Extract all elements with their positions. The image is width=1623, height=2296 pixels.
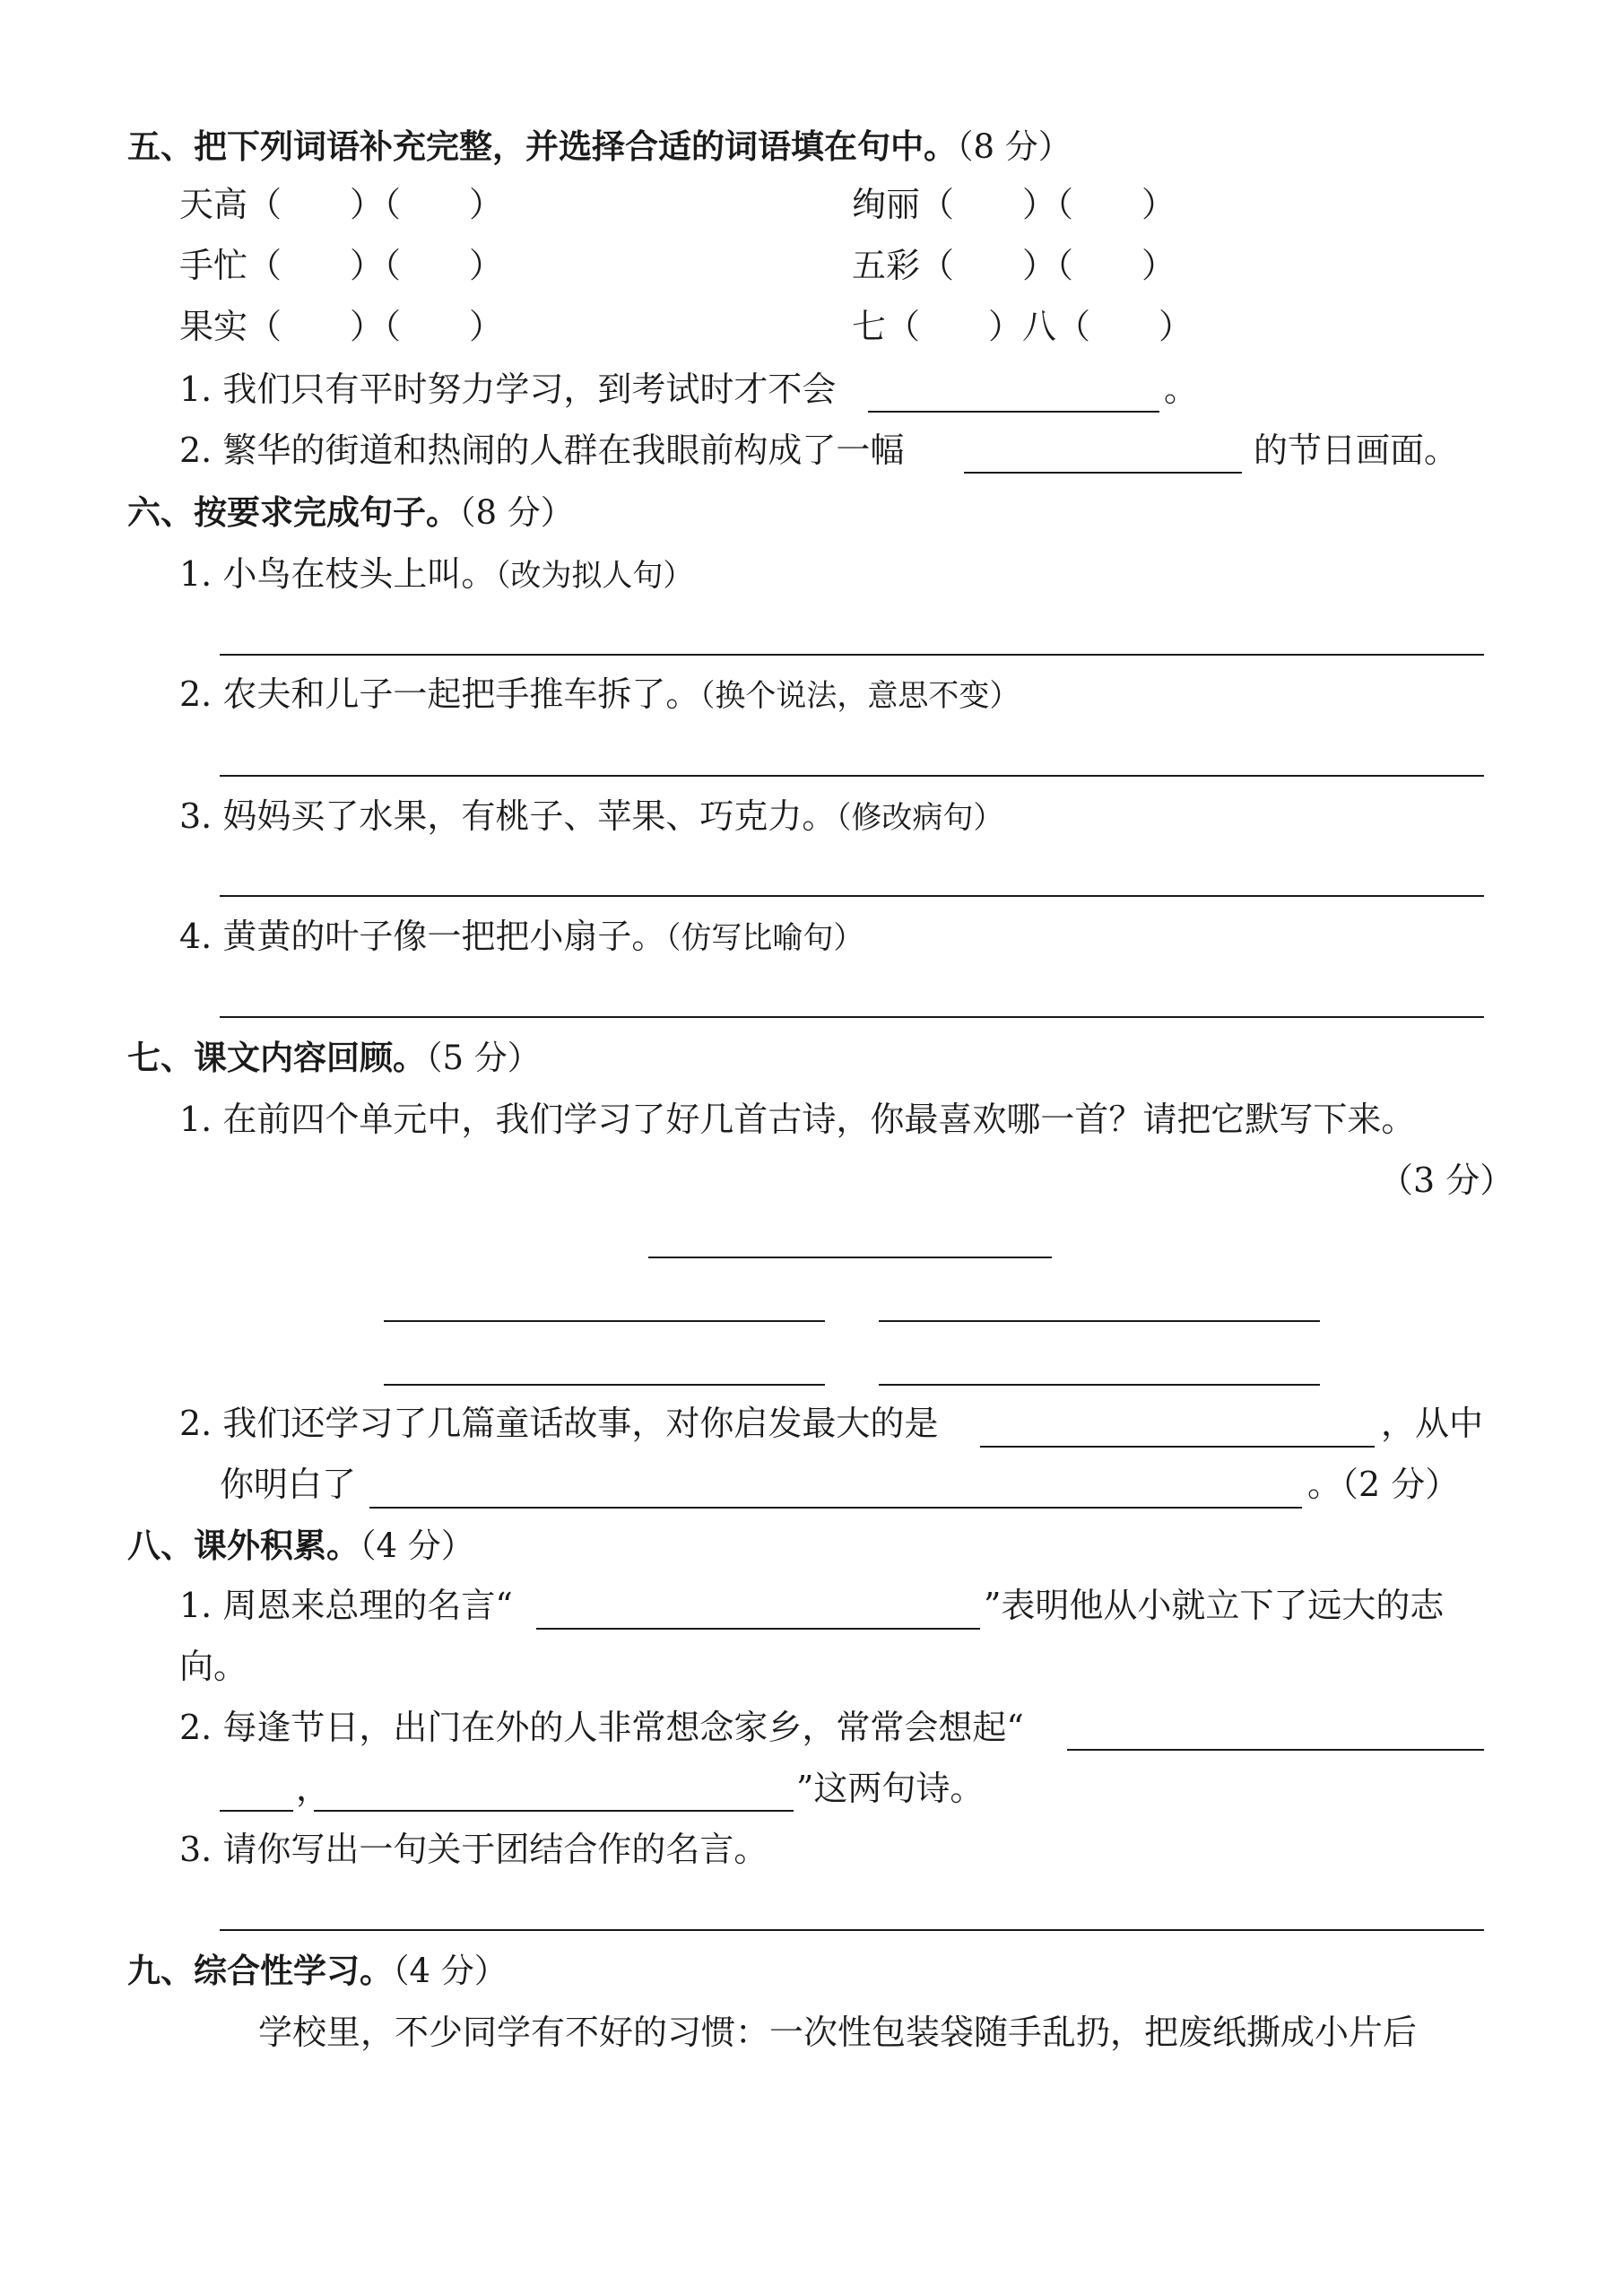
question-punct: 。 [1164,370,1199,409]
word-item: 五彩（ ）（ ） [852,246,1176,285]
poem-line[interactable] [879,1320,1320,1322]
question-text: 2. 我们还学习了几篇童话故事，对你启发最大的是 [179,1404,939,1443]
section-8-heading: 八、课外积累。（4 分） [127,1526,474,1565]
question-points: （3 分） [1379,1161,1515,1200]
question-text: 2. 每逢节日，出门在外的人非常想念家乡，常常会想起“ [179,1708,1024,1747]
question-text: 的节日画面。 [1254,430,1459,470]
question-text: 2. 繁华的街道和热闹的人群在我眼前构成了一幅 [179,430,905,470]
answer-line[interactable] [220,775,1484,777]
section-9-heading: 九、综合性学习。（4 分） [127,1952,508,1990]
question-text: ”这两句诗。 [796,1769,985,1808]
section-5-heading: 五、把下列词语补充完整，并选择合适的词语填在句中。（8 分） [127,127,1072,166]
poem-line[interactable] [384,1384,825,1386]
question-text: 你明白了 [220,1465,357,1504]
answer-blank[interactable] [964,472,1242,474]
word-item: 七（ ）八（ ） [852,307,1193,346]
answer-blank[interactable] [220,1810,293,1812]
question-text: 。（2 分） [1307,1465,1460,1504]
sentence-item: 1. 小鸟在枝头上叫。（改为拟人句） [179,554,694,594]
poem-title-line[interactable] [648,1257,1052,1258]
answer-blank[interactable] [868,411,1159,413]
word-item: 绚丽（ ）（ ） [852,185,1176,224]
answer-blank[interactable] [536,1628,980,1630]
answer-line[interactable] [220,654,1484,656]
word-item: 天高（ ）（ ） [179,185,504,224]
answer-line[interactable] [220,895,1484,897]
sentence-item: 4. 黄黄的叶子像一把把小扇子。（仿写比喻句） [179,917,864,956]
question-text: 3. 请你写出一句关于团结合作的名言。 [179,1830,768,1869]
question-text: 1. 在前四个单元中，我们学习了好几首古诗，你最喜欢哪一首？请把它默写下来。 [179,1100,1416,1139]
poem-line[interactable] [879,1384,1320,1386]
answer-blank[interactable] [1067,1749,1484,1751]
paragraph-text: 学校里，不少同学有不好的习惯：一次性包装袋随手乱扔，把废纸撕成小片后 [258,2013,1418,2052]
section-6-heading: 六、按要求完成句子。（8 分） [127,493,574,532]
question-text: 1. 我们只有平时努力学习，到考试时才不会 [179,370,837,409]
answer-blank[interactable] [980,1446,1375,1448]
question-text: 向。 [179,1647,248,1686]
sentence-item: 2. 农夫和儿子一起把手推车拆了。（换个说法，意思不变） [179,674,1020,714]
sentence-item: 3. 妈妈买了水果，有桃子、苹果、巧克力。（修改病句） [179,796,1004,836]
question-text: ，从中 [1381,1404,1484,1443]
poem-line[interactable] [384,1320,825,1322]
word-item: 手忙（ ）（ ） [179,246,504,285]
question-text: ”表明他从小就立下了远大的志 [984,1586,1445,1625]
question-text: 1. 周恩来总理的名言“ [179,1586,513,1625]
answer-blank[interactable] [314,1810,794,1812]
answer-line[interactable] [220,1016,1484,1018]
question-punct: ， [296,1769,331,1808]
word-item: 果实（ ）（ ） [179,307,504,346]
answer-blank[interactable] [369,1507,1302,1509]
section-7-heading: 七、课文内容回顾。（5 分） [127,1039,541,1077]
answer-line[interactable] [220,1929,1484,1931]
